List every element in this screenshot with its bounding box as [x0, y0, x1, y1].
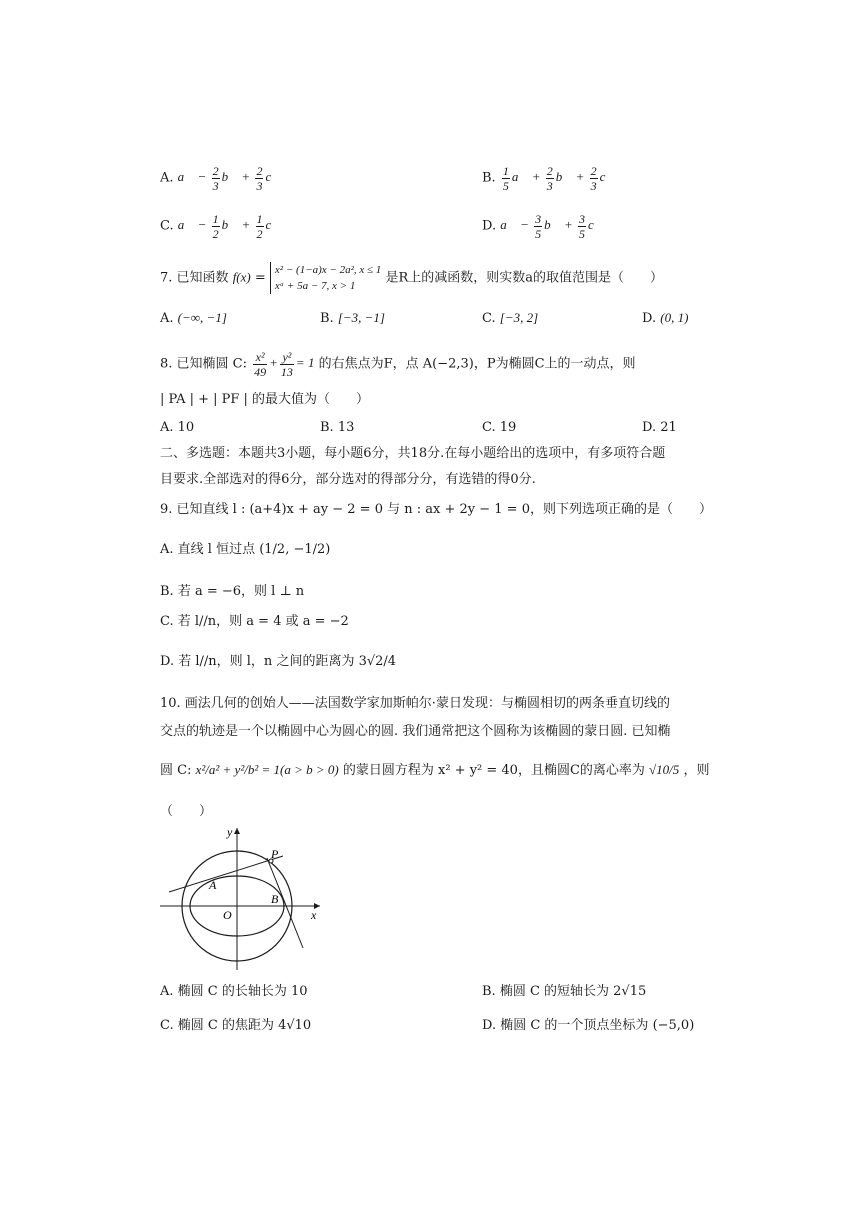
q6-option-b-expr: $\frac{1}{5}$ a⃗ + $\frac{2}{3}$ b⃗ + $\frac{2}{3}$ c⃗ [502, 164, 616, 193]
q8-equation: $\frac{\text{x²}}{49}$ + $\frac{\text{y²}}{13}$ = 1 [254, 350, 315, 379]
q6-option-d: D. a⃗ − $\frac{3}{5}$ b⃗ + $\frac{3}{5}$ c⃗ [482, 212, 604, 241]
label-b: B [271, 892, 279, 906]
q6-option-c: C. a⃗ − $\frac{1}{2}$ b⃗ + $\frac{1}{2}$ c⃗ [160, 212, 282, 241]
q6-option-a: A. a⃗ − $\frac{2}{3}$ b⃗ + $\frac{2}{3}$ c⃗ [160, 164, 282, 193]
q9-option-b: B. 若 a = −6，则 l ⊥ n [160, 584, 305, 599]
q7-option-b: B. [−3, −1] [320, 310, 385, 326]
section2-line2: 目要求.全部选对的得6分，部分选对的得部分分，有选错的得0分. [160, 472, 536, 487]
q10-monge-circle-figure [155, 822, 335, 972]
q8-option-d: D. 21 [642, 420, 677, 435]
q8-stem-2: | PA | + | PF | 的最大值为（ ） [160, 392, 370, 407]
q7-option-d: D. (0, 1) [642, 310, 689, 326]
q10-line2: 交点的轨迹是一个以椭圆中心为圆心的圆. 我们通常把这个圆称为该椭圆的蒙日圆. 已知椭 [160, 724, 671, 739]
q10-option-b: B. 椭圆 C 的短轴长为 2√15 [482, 984, 647, 999]
label-y: y [227, 825, 233, 839]
q10-option-a: A. 椭圆 C 的长轴长为 10 [160, 984, 308, 999]
q8-option-b: B. 13 [320, 420, 355, 435]
q6-option-d-expr: a⃗ − $\frac{3}{5}$ b⃗ + $\frac{3}{5}$ c⃗ [500, 212, 604, 241]
q6-option-a-expr: a⃗ − $\frac{2}{3}$ b⃗ + $\frac{2}{3}$ c⃗ [177, 164, 282, 193]
q9-option-a: A. 直线 l 恒过点 (1/2, −1/2) [160, 542, 331, 557]
q10-option-d: D. 椭圆 C 的一个顶点坐标为 (−5,0) [482, 1018, 695, 1033]
tangent-line-pa [169, 856, 283, 892]
q6-option-b: B. $\frac{1}{5}$ a⃗ + $\frac{2}{3}$ b⃗ + $\frac{2}{3}$ c⃗ [482, 164, 616, 193]
q9-option-d: D. 若 l//n，则 l，n 之间的距离为 3√2/4 [160, 654, 397, 669]
q10-line3: 圆 C: x²/a² + y²/b² = 1(a > b > 0) 的蒙日圆方程为 x² + y² = 40，且椭圆C的离心率为 √10/5 ，则 [160, 762, 710, 778]
q7-piecewise: x² − (1−a)x − 2a², x ≤ 1 xᵃ + 5a − 7, x > 1 [270, 262, 381, 294]
q10-option-c: C. 椭圆 C 的焦距为 4√10 [160, 1018, 312, 1033]
q7-option-c: C. [−3, 2] [482, 310, 539, 326]
q10-line4: （ ） [160, 804, 213, 819]
q10-line1: 10. 画法几何的创始人——法国数学家加斯帕尔·蒙日发现：与椭圆相切的两条垂直切线的 [160, 696, 670, 711]
q9-stem: 9. 已知直线 l : (a+4)x + ay − 2 = 0 与 n : ax + 2y − 1 = 0，则下列选项正确的是（ ） [160, 502, 712, 517]
q9-option-c: C. 若 l//n，则 a = 4 或 a = −2 [160, 614, 349, 629]
label-o: O [223, 908, 232, 922]
label-x: x [311, 908, 317, 922]
label-p: P [271, 847, 279, 861]
q7-option-a: A. (−∞, −1] [160, 310, 227, 326]
q7-stem: 7. 已知函数 f(x) = x² − (1−a)x − 2a², x ≤ 1 xᵃ + 5a − 7, x > 1 是R上的减函数，则实数a的取值范围是（ ） [160, 264, 663, 292]
label-a: A [209, 878, 217, 892]
q8-option-c: C. 19 [482, 420, 517, 435]
y-axis-arrow [234, 828, 240, 834]
q6-option-c-expr: a⃗ − $\frac{1}{2}$ b⃗ + $\frac{1}{2}$ c⃗ [177, 212, 282, 241]
q8-option-a: A. 10 [160, 420, 195, 435]
q8-stem: 8. 已知椭圆 C: $\frac{\text{x²}}{49}$ + $\frac{\text{y²}}{13}$ = 1 的右焦点为F，点 A(−2,3)，P为椭圆C上的一动点，则 [160, 350, 636, 379]
section2-line1: 二、多选题：本题共3小题，每小题6分，共18分.在每小题给出的选项中，有多项符合题 [160, 446, 666, 461]
